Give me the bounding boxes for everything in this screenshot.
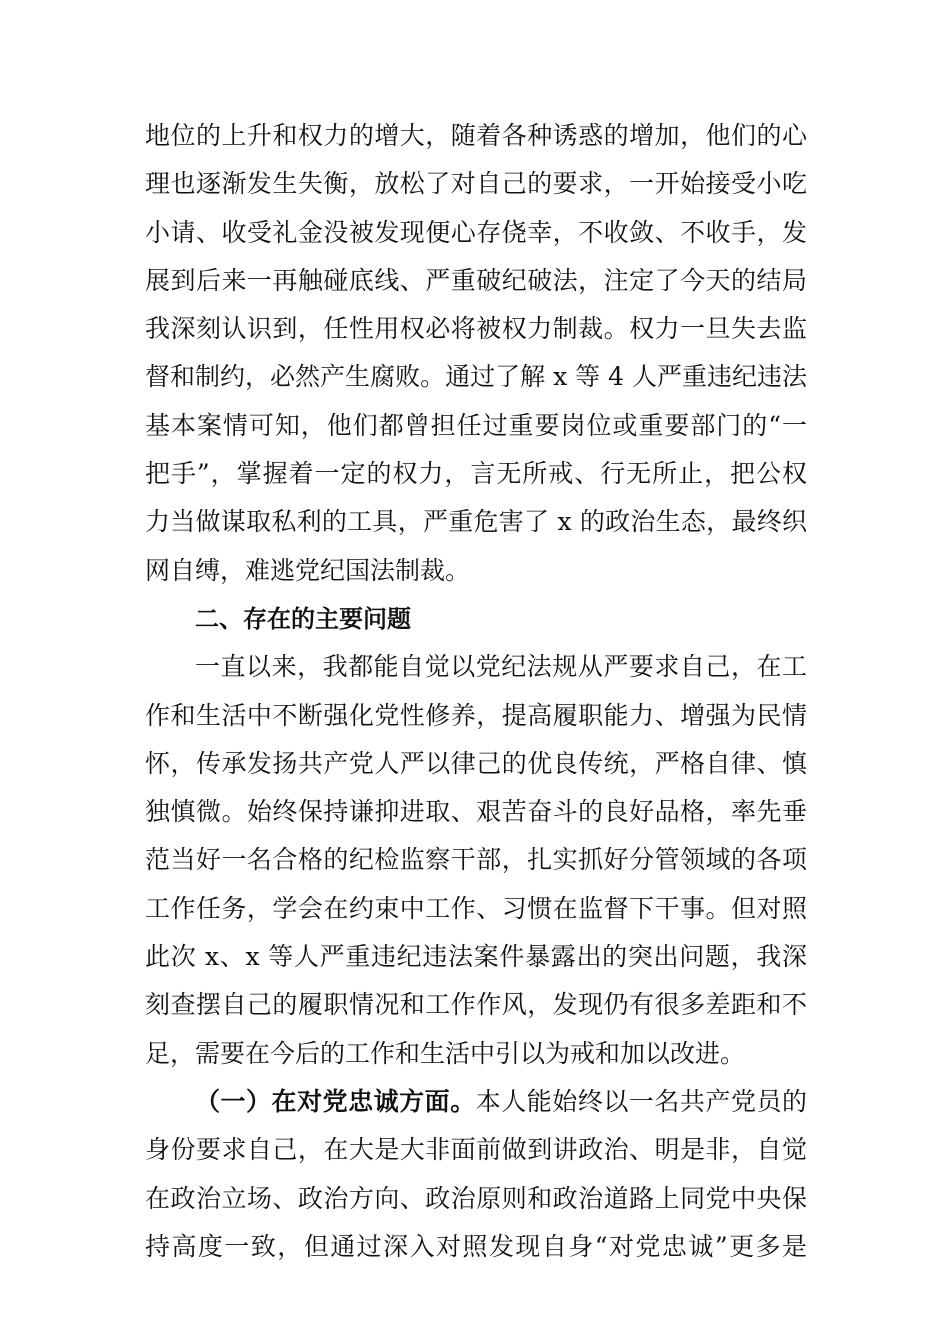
text-line: 怀，传承发扬共产党人严以律己的优良传统，严格自律、慎 [145,748,807,778]
text-line: 独慎微。始终保持谦抑进取、艰苦奋斗的良好品格，率先垂 [145,797,807,827]
text-line: 网自缚，难逃党纪国法制裁。 [145,555,471,585]
paragraph-continued [145,112,807,305]
text-line: 范当好一名合格的纪检监察干部，扎实抓好分管领域的各项 [145,845,807,875]
text-line-lead [145,1078,807,1126]
text-line: 我深刻认识到，任性用权必将被权力制裁。权力一旦失去监 [145,314,807,344]
text-line: 地位的上升和权力的增大，随着各种诱惑的增加，他们的心 [145,121,807,150]
text-line: 一直以来，我都能自觉以党纪法规从严要求自己，在工 [195,652,807,682]
subsection-heading: （一）在对党忠诚方面。 [195,1086,476,1116]
document-page [145,112,807,1271]
text-line: 基本案情可知，他们都曾担任过重要岗位或重要部门的“一 [145,410,807,440]
text-line: 督和制约，必然产生腐败。通过了解 x 等 4 人严重违纪违法 [145,362,807,392]
text-line: 此次 x、x 等人严重违纪违法案件暴露出的突出问题，我深 [145,942,807,972]
text-line: 把手”，掌握着一定的权力，言无所戒、行无所止，把公权 [145,459,807,489]
text-line: 小请、收受礼金没被发现便心存侥幸，不收敛、不收手，发 [145,217,807,247]
paragraph-main-problems [145,643,807,1078]
paragraph-power-supervision [145,305,807,595]
text-line: 作和生活中不断强化党性修养，提高履职能力、增强为民情 [145,700,807,730]
text-line: 刻查摆自己的履职情况和工作作风，发现仍有很多差距和不 [145,990,807,1020]
text-run: 本人能始终以一名共产党员的 [475,1086,807,1116]
section-heading: 二、存在的主要问题 [195,604,411,633]
text-line: 足，需要在今后的工作和生活中引以为戒和加以改进。 [145,1038,746,1068]
text-line: 在政治立场、政治方向、政治原则和政治道路上同党中央保 [145,1183,807,1213]
text-line: 持高度一致，但通过深入对照发现自身“对党忠诚”更多是 [145,1231,807,1261]
text-line: 工作任务，学会在约束中工作、习惯在监督下干事。但对照 [145,893,807,923]
text-line: 理也逐渐发生失衡，放松了对自己的要求，一开始接受小吃 [145,169,807,199]
text-line: 身份要求自己，在大是大非面前做到讲政治、明是非，自觉 [145,1135,807,1165]
text-line: 力当做谋取私利的工具，严重危害了 x 的政治生态，最终织 [145,507,807,537]
text-line: 展到后来一再触碰底线、严重破纪破法，注定了今天的结局 [145,265,807,295]
paragraph-party-loyalty [145,1078,807,1271]
